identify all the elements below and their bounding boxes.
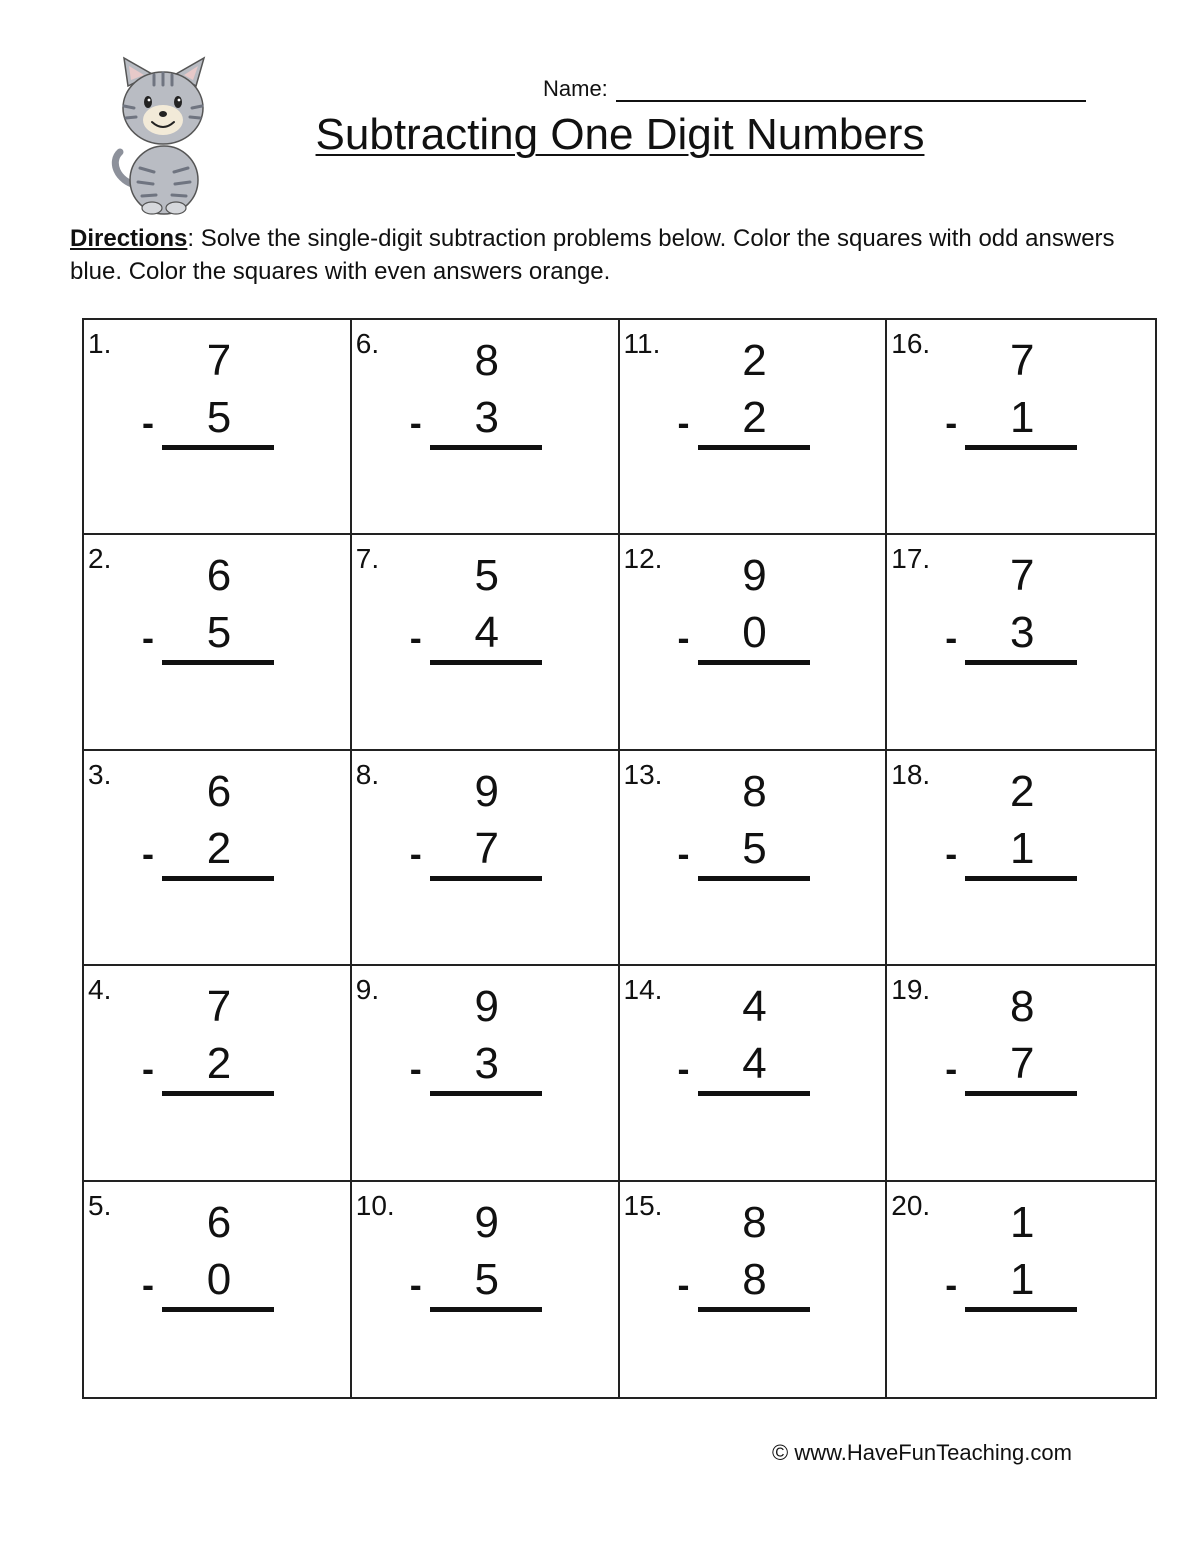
minus-sign: - xyxy=(409,1048,422,1090)
minus-sign: - xyxy=(677,402,690,443)
problem-number: 6. xyxy=(355,328,380,359)
answer-line[interactable] xyxy=(430,660,542,665)
minus-sign: - xyxy=(142,402,154,443)
answer-line[interactable] xyxy=(965,660,1077,665)
minuend: 2 xyxy=(1010,766,1035,816)
minuend: 7 xyxy=(206,982,232,1032)
problem-cell[interactable] xyxy=(620,320,888,535)
answer-line[interactable] xyxy=(698,1307,810,1312)
problem-cell[interactable] xyxy=(352,966,620,1181)
problem-cell[interactable] xyxy=(887,1182,1155,1397)
minus-sign: - xyxy=(677,1263,690,1305)
problem-cell[interactable] xyxy=(352,1182,620,1397)
minuend: 9 xyxy=(474,766,499,816)
subtrahend: 2 xyxy=(742,393,767,442)
name-label: Name: xyxy=(543,76,608,101)
answer-line[interactable] xyxy=(430,445,542,450)
subtrahend: 0 xyxy=(206,1254,232,1304)
directions-label: Directions xyxy=(70,225,188,252)
minus-sign: - xyxy=(142,1048,154,1090)
problem-number: 19. xyxy=(891,974,931,1006)
subtrahend: 1 xyxy=(1010,1254,1035,1304)
minuend: 9 xyxy=(474,982,499,1032)
subtrahend: 5 xyxy=(474,1254,499,1304)
problem-number: 5. xyxy=(88,1189,112,1221)
problem-cell[interactable] xyxy=(887,535,1155,750)
minus-sign: - xyxy=(409,1263,422,1305)
problem-grid xyxy=(82,318,1157,1399)
minus-sign: - xyxy=(945,402,958,443)
problem-number: 4. xyxy=(88,974,112,1006)
problem-cell[interactable] xyxy=(620,751,888,966)
subtrahend: 4 xyxy=(474,608,499,658)
answer-line[interactable] xyxy=(430,876,542,881)
problem-number: 10. xyxy=(355,1189,395,1221)
minuend: 7 xyxy=(1010,551,1035,601)
problem-number: 15. xyxy=(623,1189,663,1221)
problem-number: 9. xyxy=(355,974,380,1006)
answer-line[interactable] xyxy=(698,876,810,881)
problem-number: 16. xyxy=(891,328,931,359)
problem-cell[interactable] xyxy=(887,320,1155,535)
minuend: 2 xyxy=(742,336,767,385)
minus-sign: - xyxy=(945,1048,958,1090)
name-field[interactable] xyxy=(543,72,1086,102)
page-title: Subtracting One Digit Numbers xyxy=(315,110,925,159)
minus-sign: - xyxy=(409,402,422,443)
answer-line[interactable] xyxy=(430,1307,542,1312)
problem-number: 17. xyxy=(891,543,931,575)
minuend: 5 xyxy=(474,551,499,601)
problem-number: 13. xyxy=(623,758,663,790)
answer-line[interactable] xyxy=(162,445,274,450)
answer-line[interactable] xyxy=(698,445,810,450)
problem-cell[interactable] xyxy=(887,751,1155,966)
subtrahend: 3 xyxy=(474,393,499,442)
answer-line[interactable] xyxy=(965,1307,1077,1312)
answer-line[interactable] xyxy=(162,660,274,665)
answer-line[interactable] xyxy=(698,660,810,665)
problem-cell[interactable] xyxy=(620,1182,888,1397)
answer-line[interactable] xyxy=(430,1091,542,1096)
directions-text: : Solve the single-digit subtraction problems below. Color the squares with odd answers blue. Color the squares with even answers orange. xyxy=(70,225,1115,285)
subtrahend: 3 xyxy=(1010,608,1035,658)
answer-line[interactable] xyxy=(162,1091,274,1096)
subtrahend: 8 xyxy=(742,1254,767,1304)
subtrahend: 7 xyxy=(474,823,499,873)
minuend: 8 xyxy=(742,1197,767,1247)
subtrahend: 0 xyxy=(742,608,767,658)
minuend: 9 xyxy=(474,1197,499,1247)
problem-number: 18. xyxy=(891,758,931,790)
problem-cell[interactable] xyxy=(84,320,352,535)
minuend: 6 xyxy=(206,766,232,816)
minuend: 7 xyxy=(1010,336,1035,385)
problem-number: 8. xyxy=(355,758,380,790)
minus-sign: - xyxy=(945,832,958,874)
subtrahend: 5 xyxy=(206,393,232,442)
answer-line[interactable] xyxy=(162,876,274,881)
problem-cell[interactable] xyxy=(84,1182,352,1397)
subtrahend: 1 xyxy=(1010,393,1035,442)
minus-sign: - xyxy=(409,617,422,659)
problem-number: 20. xyxy=(891,1189,931,1221)
answer-line[interactable] xyxy=(965,445,1077,450)
problem-cell[interactable] xyxy=(84,535,352,750)
subtrahend: 1 xyxy=(1010,823,1035,873)
subtrahend: 5 xyxy=(206,608,232,658)
problem-number: 3. xyxy=(88,758,112,790)
problem-cell[interactable] xyxy=(620,966,888,1181)
minuend: 1 xyxy=(1010,1197,1035,1247)
minus-sign: - xyxy=(945,1263,958,1305)
minuend: 8 xyxy=(474,336,499,385)
answer-line[interactable] xyxy=(965,876,1077,881)
minus-sign: - xyxy=(677,1048,690,1090)
answer-line[interactable] xyxy=(965,1091,1077,1096)
problem-cell[interactable] xyxy=(352,751,620,966)
minuend: 7 xyxy=(206,336,232,385)
problem-number: 11. xyxy=(623,328,661,359)
copyright-footer: © www.HaveFunTeaching.com xyxy=(772,1440,1072,1465)
subtrahend: 2 xyxy=(206,1039,232,1089)
problem-cell[interactable] xyxy=(84,751,352,966)
minus-sign: - xyxy=(409,832,422,874)
problem-number: 1. xyxy=(88,328,112,359)
minuend: 9 xyxy=(742,551,767,601)
subtrahend: 4 xyxy=(742,1039,767,1089)
minuend: 8 xyxy=(742,766,767,816)
subtrahend: 5 xyxy=(742,823,767,873)
answer-line[interactable] xyxy=(698,1091,810,1096)
minus-sign: - xyxy=(677,832,690,874)
problem-cell[interactable] xyxy=(84,966,352,1181)
minus-sign: - xyxy=(142,832,154,874)
minuend: 4 xyxy=(742,982,767,1032)
minus-sign: - xyxy=(945,617,958,659)
minuend: 6 xyxy=(206,1197,232,1247)
subtrahend: 3 xyxy=(474,1039,499,1089)
minus-sign: - xyxy=(677,617,690,659)
problem-cell[interactable] xyxy=(352,320,620,535)
name-line[interactable] xyxy=(616,78,1086,102)
minus-sign: - xyxy=(142,1263,154,1305)
minuend: 8 xyxy=(1010,982,1035,1032)
minuend: 6 xyxy=(206,551,232,601)
directions xyxy=(70,222,1140,288)
problem-number: 2. xyxy=(88,543,112,575)
problem-number: 7. xyxy=(355,543,380,575)
problem-cell[interactable] xyxy=(887,966,1155,1181)
problem-number: 12. xyxy=(623,543,663,575)
answer-line[interactable] xyxy=(162,1307,274,1312)
problem-cell[interactable] xyxy=(352,535,620,750)
problem-number: 14. xyxy=(623,974,663,1006)
subtrahend: 7 xyxy=(1010,1039,1035,1089)
problem-cell[interactable] xyxy=(620,535,888,750)
minus-sign: - xyxy=(142,617,154,659)
subtrahend: 2 xyxy=(206,823,232,873)
